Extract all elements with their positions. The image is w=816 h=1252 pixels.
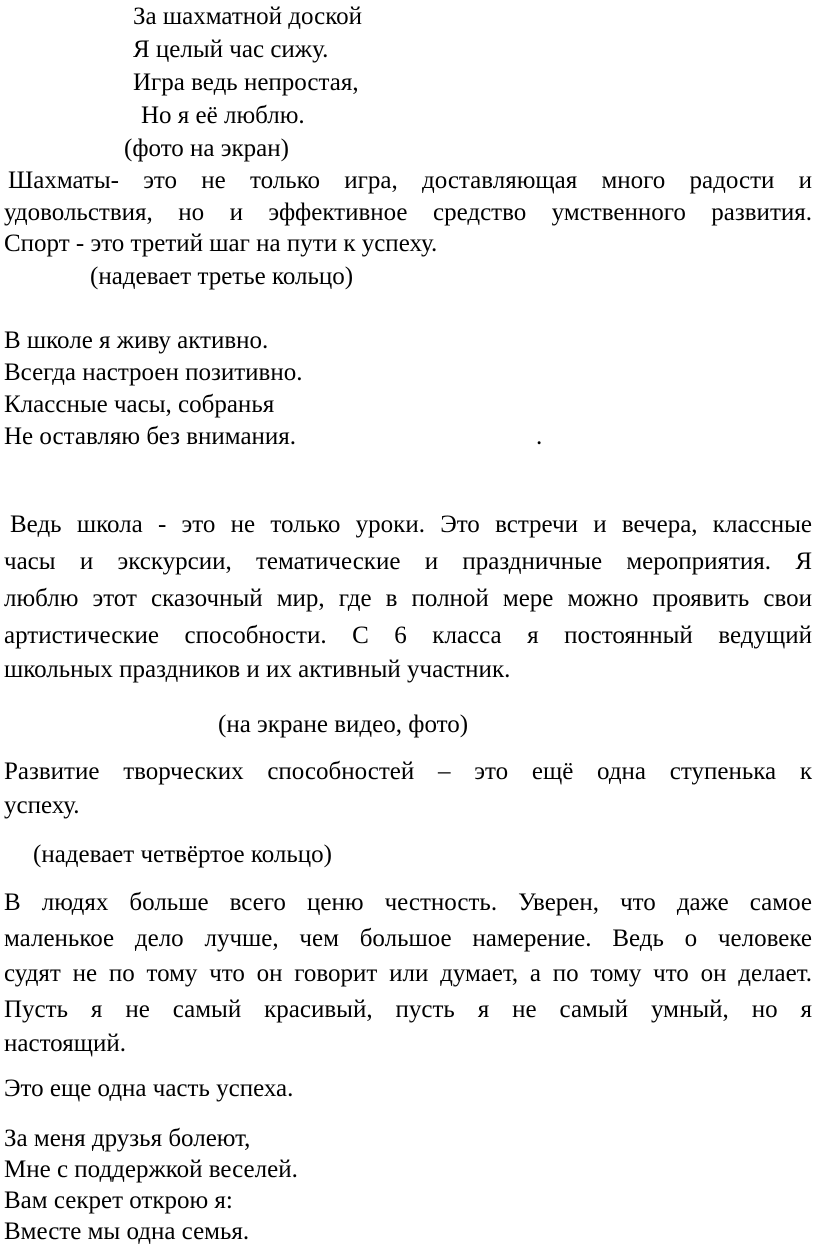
paragraph-creative-line-1: Развитие творческих способностей – это ещё одна ступенька к: [4, 758, 812, 785]
paragraph-chess-line-3: Спорт - это третий шаг на пути к успеху.: [4, 230, 438, 257]
paragraph-school-line-5: школьных праздников и их активный участник.: [4, 656, 511, 683]
poem-chess-line-1: За шахматной доской: [133, 3, 362, 30]
poem-friends-line-4: Вместе мы одна семья.: [4, 1218, 250, 1245]
poem-chess-line-2: Я целый час сижу.: [133, 36, 329, 63]
poem-friends-line-2: Мне с поддержкой веселей.: [4, 1156, 298, 1183]
stage-direction-photo: (фото на экран): [124, 135, 289, 162]
paragraph-chess-line-2: удовольствия, но и эффективное средство умственного развития.: [4, 199, 812, 226]
success-line: Это еще одна часть успеха.: [4, 1075, 294, 1102]
paragraph-school-line-4: артистические способности. С 6 класса я постоянный ведущий: [4, 622, 812, 649]
poem-chess-line-4: Но я её люблю.: [141, 102, 305, 129]
stage-direction-fourth-ring: (надевает четвёртое кольцо): [33, 841, 332, 868]
paragraph-honesty-line-3: судят не по тому что он говорит или думает, а по тому что он делает.: [4, 960, 812, 987]
poem-chess-line-3: Игра ведь непростая,: [133, 69, 359, 96]
poem-school-line-1: В школе я живу активно.: [4, 327, 269, 354]
paragraph-honesty-line-2: маленькое дело лучше, чем большое намерение. Ведь о человеке: [4, 925, 812, 952]
paragraph-honesty-line-4: Пусть я не самый красивый, пусть я не самый умный, но я: [4, 996, 812, 1023]
stage-direction-third-ring: (надевает третье кольцо): [90, 263, 354, 290]
paragraph-creative-line-2: успеху.: [4, 792, 80, 819]
paragraph-school-line-1: Ведь школа - это не только уроки. Это встречи и вечера, классные: [10, 511, 812, 538]
poem-friends-line-1: За меня друзья болеют,: [4, 1125, 251, 1152]
paragraph-chess-line-1: Шахматы- это не только игра, доставляющая много радости и: [8, 167, 812, 194]
paragraph-school-line-2: часы и экскурсии, тематические и праздничные мероприятия. Я: [4, 548, 812, 575]
poem-school-line-4: Не оставляю без внимания.: [4, 423, 297, 450]
poem-school-line-2: Всегда настроен позитивно.: [4, 359, 303, 386]
stray-dot: .: [536, 423, 543, 450]
paragraph-honesty-line-5: настоящий.: [4, 1030, 126, 1057]
paragraph-honesty-line-1: В людях больше всего ценю честность. Уверен, что даже самое: [4, 889, 812, 916]
paragraph-school-line-3: люблю этот сказочный мир, где в полной мере можно проявить свои: [4, 585, 812, 612]
poem-friends-line-3: Вам секрет открою я:: [4, 1187, 233, 1214]
stage-direction-video: (на экране видео, фото): [218, 711, 469, 738]
poem-school-line-3: Классные часы, собранья: [4, 391, 275, 418]
